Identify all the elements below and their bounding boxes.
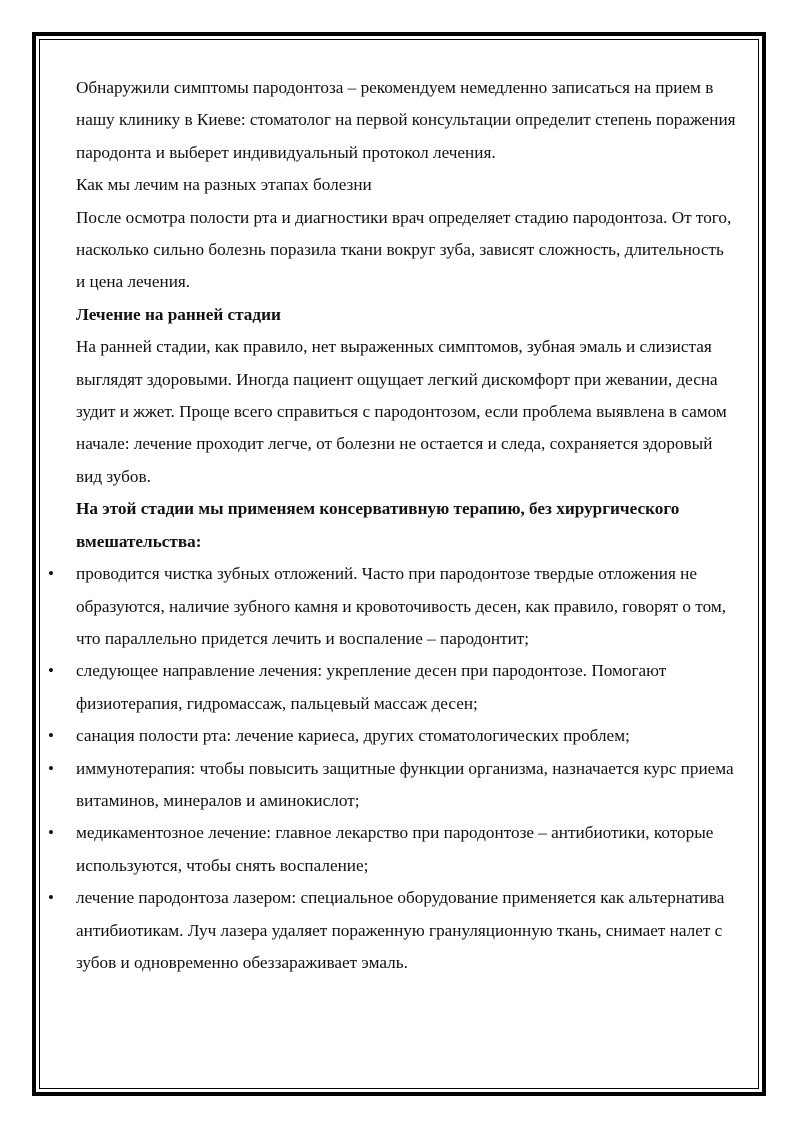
list-item — [48, 817, 736, 882]
list-item-text: проводится чистка зубных отложений. Часто при пародонтозе твердые отложения не образуются, наличие зубного камня и кровоточивость десен, как правило, говорят о том, что параллельно придется лечить и воспаление – пародонтит; — [76, 564, 727, 648]
early-stage-paragraph: На ранней стадии, как правило, нет выраженных симптомов, зубная эмаль и слизистая выглядят здоровыми. Иногда пациент ощущает легкий дискомфорт при жевании, десна зудит и жжет. Проще всего справиться с пародонтозом, если проблема выявлена в самом начале: лечение проходит легче, от болезни не остается и следа, сохраняется здоровый вид зубов. — [76, 337, 727, 486]
list-item-text: санация полости рта: лечение кариеса, других стоматологических проблем; — [76, 726, 630, 746]
list-item — [48, 558, 736, 655]
list-item — [48, 882, 736, 979]
document-body — [48, 72, 736, 979]
list-item-text: следующее направление лечения: укрепление десен при пародонтозе. Помогают физиотерапия, гидромассаж, пальцевый массаж десен; — [76, 661, 667, 713]
treatment-list — [48, 558, 736, 979]
intro-paragraph: Обнаружили симптомы пародонтоза – рекомендуем немедленно записаться на прием в нашу клинику в Киеве: стоматолог на первой консультации определит степень поражения пародонта и выберет индивидуальный протокол лечения. — [76, 78, 736, 162]
list-item-text: медикаментозное лечение: главное лекарство при пародонтозе – антибиотики, которые используются, чтобы снять воспаление; — [76, 823, 714, 875]
list-item — [48, 753, 736, 818]
list-item — [48, 720, 736, 752]
diagnosis-paragraph: После осмотра полости рта и диагностики врач определяет стадию пародонтоза. От того, насколько сильно болезнь поразила ткани вокруг зуба, зависят сложность, длительность и цена лечения. — [76, 207, 732, 292]
bullet-icon: • — [48, 758, 54, 778]
list-item-text: лечение пародонтоза лазером: специальное оборудование применяется как альтернатива антибиотикам. Луч лазера удаляет пораженную грануляционную ткань, снимает налет с зубов и одновременно обеззараживает эмаль. — [76, 888, 725, 972]
section-heading-stages: Как мы лечим на разных этапах болезни — [76, 175, 372, 195]
list-item-text: иммунотерапия: чтобы повысить защитные функции организма, назначается курс приема витаминов, минералов и аминокислот; — [76, 758, 734, 810]
list-item — [48, 655, 736, 720]
bullet-icon: • — [48, 823, 54, 843]
section-heading-early-stage: Лечение на ранней стадии — [76, 304, 281, 324]
bullet-icon: • — [48, 726, 54, 746]
therapy-intro-heading: На этой стадии мы применяем консервативную терапию, без хирургического вмешательства: — [76, 499, 680, 551]
bullet-icon: • — [48, 661, 54, 681]
bullet-icon: • — [48, 564, 54, 584]
bullet-icon: • — [48, 888, 54, 908]
